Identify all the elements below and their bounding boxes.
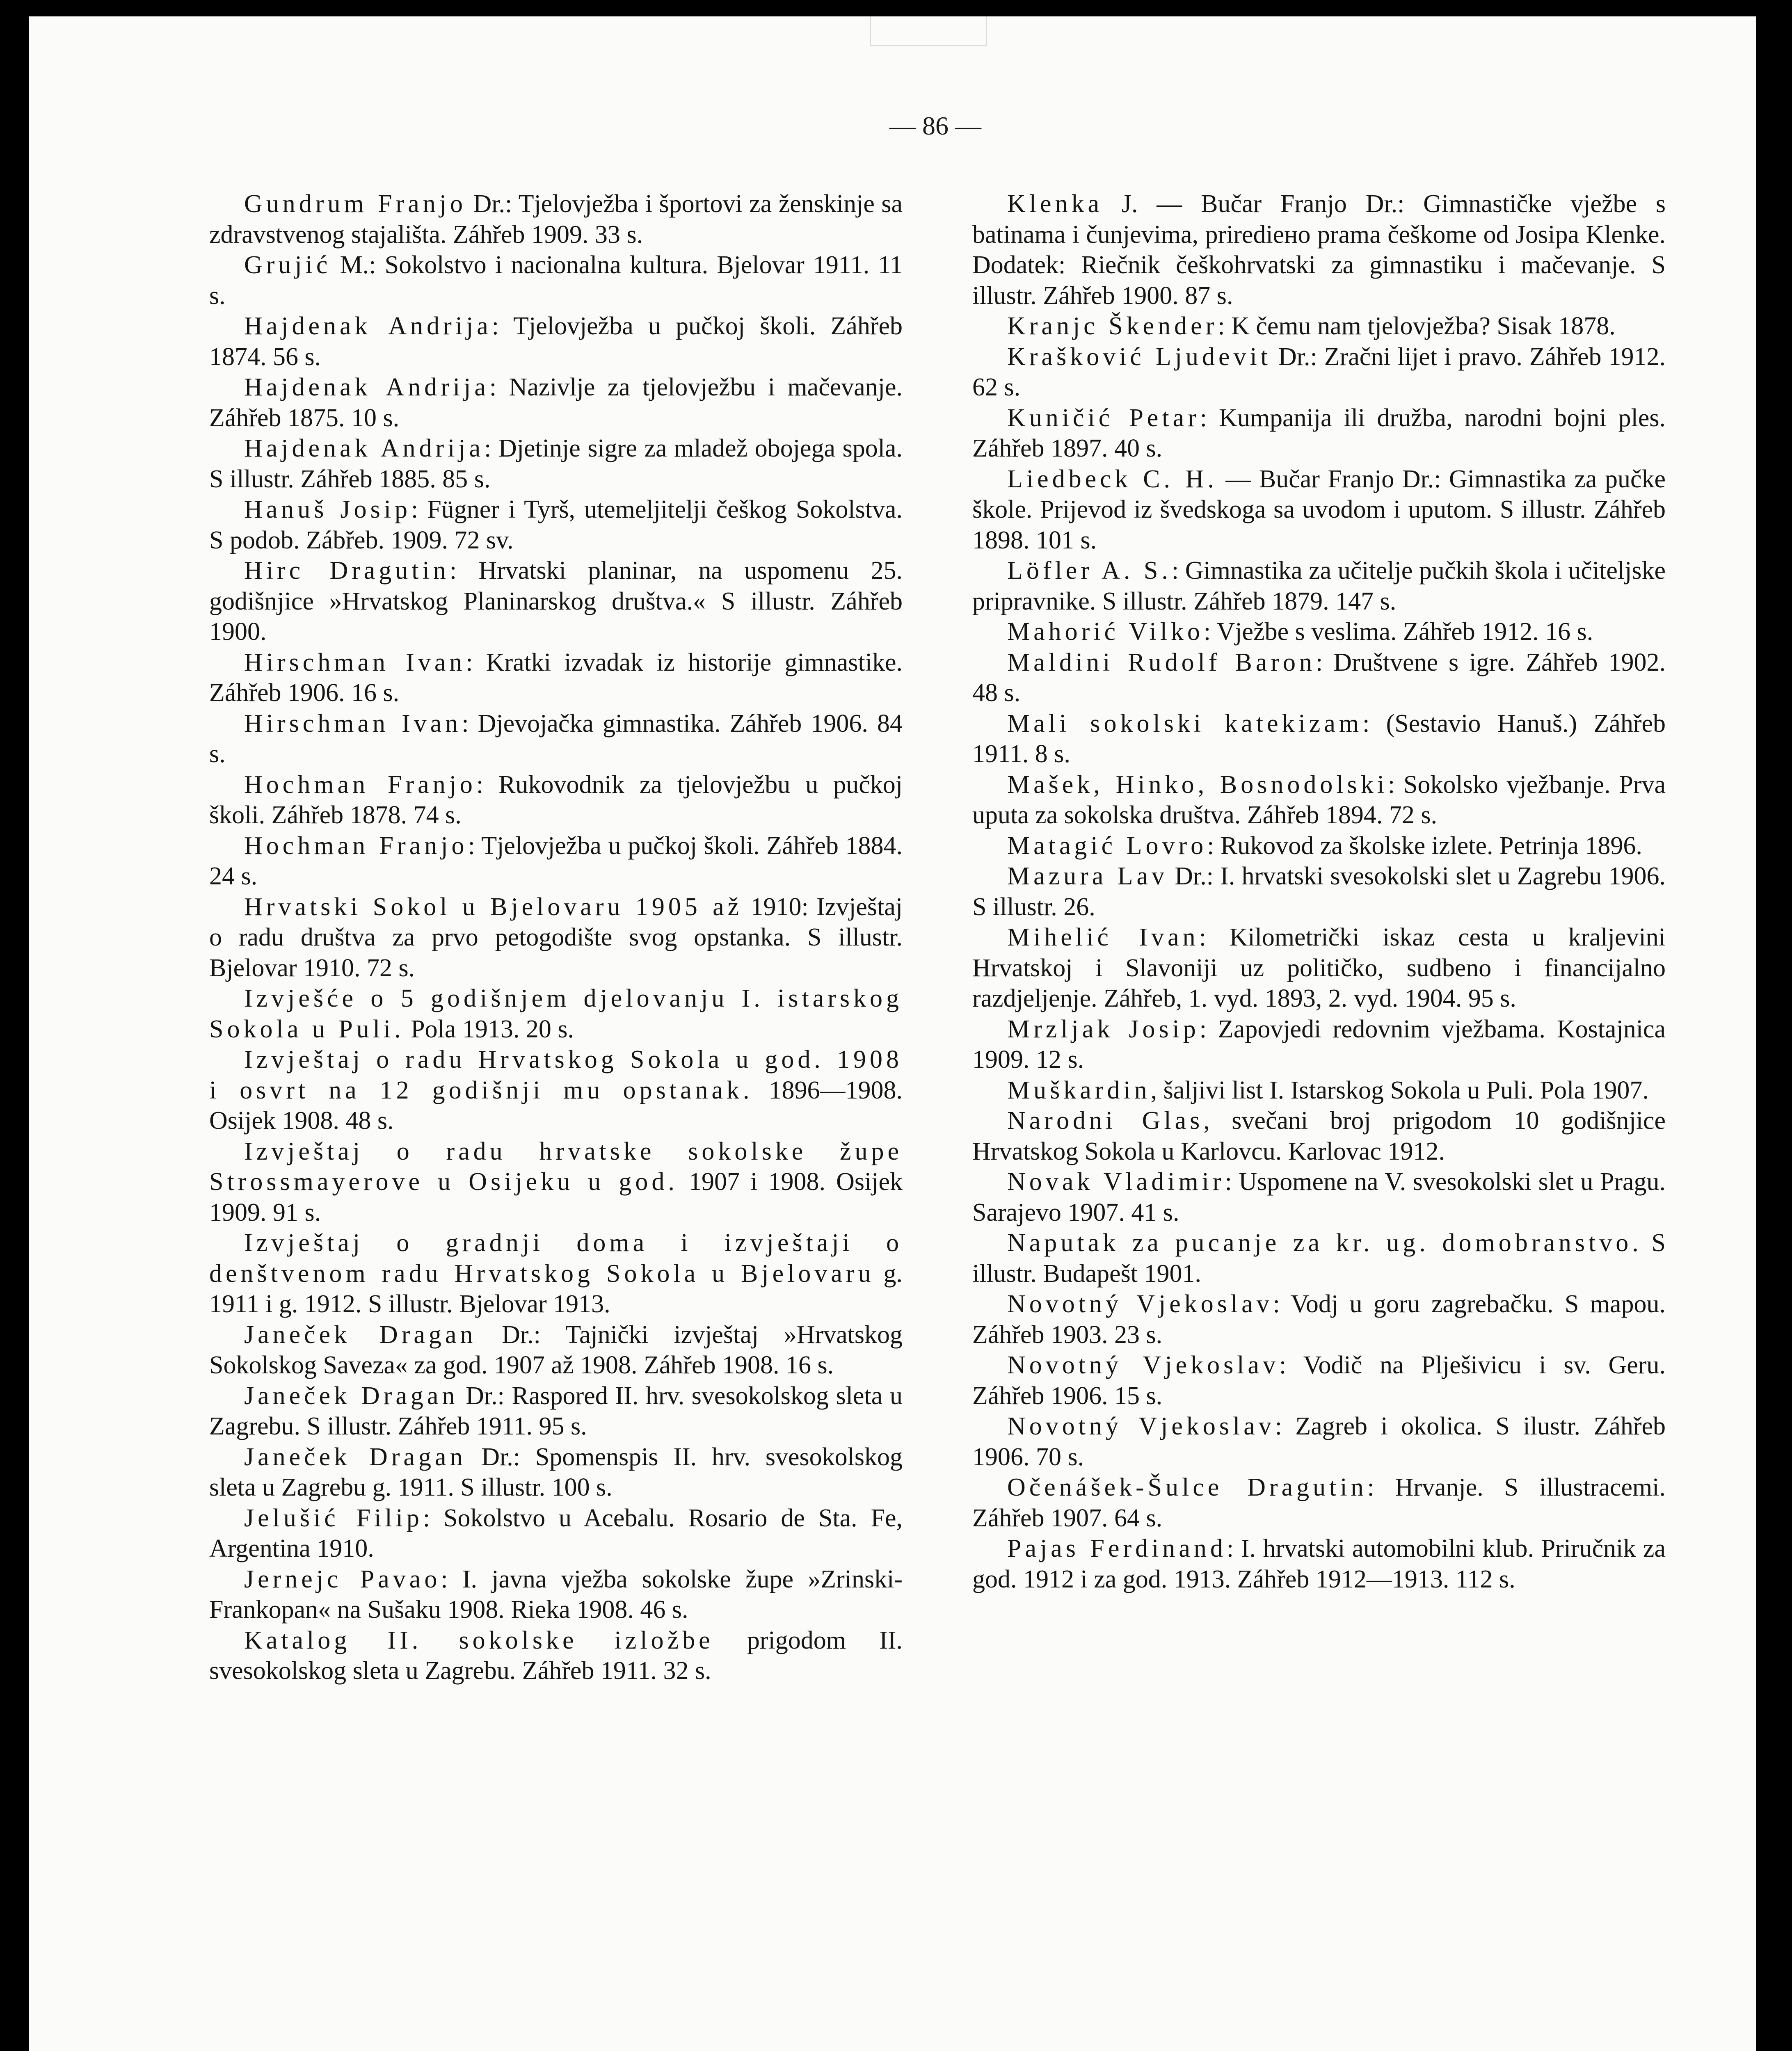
entry-author: Naputak za pucanje za kr. ug. domobranstvo. (1007, 1229, 1642, 1257)
entry-author: Mazura Lav (1007, 862, 1168, 890)
entry-text: : Kratki izvadak iz historije gimnastike. Záhřeb 1906. 16 s. (209, 648, 903, 707)
entry-author: Hirc Dragutin (244, 557, 450, 585)
entry-text: , svečani broj prigodom 10 godišnjice Hrvatskog Sokola u Karlovcu. Karlovac 1912. (972, 1107, 1666, 1165)
bibliography-entry (972, 1167, 1666, 1228)
bibliography-entry (972, 1014, 1666, 1075)
right-column (972, 189, 1666, 1594)
bibliography-entry (209, 1136, 903, 1228)
bibliography-entry (972, 1472, 1666, 1533)
entry-author: Hajdenak Andrija (244, 312, 492, 340)
entry-text: : I. hrvatski automobilni klub. Priručnik za god. 1912 i za god. 1913. Záhřeb 1912—1913. 112 s. (972, 1535, 1666, 1593)
entry-text: M.: Sokolstvo i nacionalna kultura. Bjelovar 1911. 11 s. (209, 251, 903, 310)
entry-text: Dr.: I. hrvatski svesokolski slet u Zagrebu 1906. S illustr. 26. (972, 862, 1666, 921)
bibliography-entry (209, 1044, 903, 1136)
entry-text: : Hrvatski planinar, na uspomenu 25. godišnjice »Hrvatskog Planinarskog društva.« S illustr. Záhřeb 1900. (209, 557, 903, 646)
entry-author: Novotný Vjekoslav (1007, 1290, 1273, 1318)
entry-text: — Bučar Franjo Dr.: Gimnastika za pučke škole. Prijevod iz švedskoga sa uvodom i uputom. S illustr. Záhřeb 1898. 101 s. (972, 465, 1666, 554)
entry-author: Liedbeck C. H. (1007, 465, 1218, 493)
bibliography-entry (209, 1503, 903, 1564)
page-number: — 86 — (889, 111, 981, 140)
bibliography-entry (972, 1105, 1666, 1167)
entry-text: 1907 i 1908. Osijek 1909. 91 s. (209, 1168, 903, 1226)
bibliography-entry (209, 189, 903, 250)
bibliography-entry (972, 922, 1666, 1014)
entry-author: Mrzljak Josip (1007, 1015, 1200, 1043)
entry-text: : K čemu nam tjelovježba? Sisak 1878. (1218, 312, 1616, 340)
bibliography-entry (972, 708, 1666, 770)
entry-text: : Sokolsko vježbanje. Prva uputa za sokolska društva. Záhřeb 1894. 72 s. (972, 770, 1666, 829)
entry-text: Pola 1913. 20 s. (404, 1015, 574, 1043)
bibliography-entry (209, 250, 903, 311)
bibliography-entry (972, 189, 1666, 311)
bibliography-entry (209, 983, 903, 1044)
entry-text: : I. javna vježba sokolske župe »Zrinski-Frankopan« na Sušaku 1908. Rieka 1908. 46 s. (209, 1565, 903, 1624)
entry-author: Muškardin (1007, 1076, 1151, 1104)
entry-text: 1910: Izvještaj o radu društva za prvo petogodište svog opstanka. S illustr. Bjelovar 1910. 72 s. (209, 893, 903, 982)
bibliography-entry (209, 555, 903, 647)
entry-author: Krašković Ljudevit (1007, 343, 1271, 371)
entry-author: Hirschman Ivan (244, 709, 462, 738)
bibliography-entry (972, 342, 1666, 403)
bibliography-entry (209, 892, 903, 984)
entry-author: Janeček Dragan (244, 1320, 477, 1349)
entry-author: Grujić (244, 251, 331, 279)
left-column (209, 189, 903, 1686)
entry-author: Izvještaj o radu hrvatske sokolske župe Strossmayerove u Osijeku u god. (209, 1137, 903, 1196)
entry-text: : Hrvanje. S illustracemi. Záhřeb 1907. 64 s. (972, 1473, 1666, 1532)
entry-text: g. 1911 i g. 1912. S illustr. Bjelovar 1913. (209, 1259, 903, 1318)
bibliography-entry (209, 494, 903, 555)
entry-author: Janeček Dragan (244, 1443, 466, 1471)
bibliography-entry (972, 617, 1666, 647)
bibliography-entry (972, 1289, 1666, 1350)
bibliography-entry (209, 1320, 903, 1381)
entry-author: Hanuš Josip (244, 496, 411, 523)
entry-text: : Kilometrički iskaz cesta u kraljevini Hrvatskoj i Slavoniji uz političko, sudbeno i financijalno razdjeljenje. Záhřeb, 1. vyd. 1893, 2. vyd. 1904. 95 s. (972, 923, 1666, 1012)
bibliography-entry (209, 311, 903, 372)
entry-text: J. — Bučar Franjo Dr.: Gimnastičke vježbe s batinama i čunjevima, prirediено prama češkome od Josipa Klenke. Dodatek: Riečnik češkohrvatski za gimnastiku i mačevanje. S illustr. Záhřeb 1900. 87 s. (972, 190, 1666, 310)
entry-author: Novotný Vjekoslav (1007, 1412, 1275, 1440)
entry-text: : Rukovod za školske izlete. Petrinja 1896. (1207, 831, 1642, 860)
entry-text: : Zapovjedi redovnim vježbama. Kostajnica 1909. 12 s. (972, 1015, 1666, 1073)
entry-author: Janeček Dragan (244, 1382, 459, 1410)
entry-author: Kuničić Petar (1007, 404, 1200, 432)
entry-text: : Zagreb i okolica. S ilustr. Záhřeb 1906. 70 s. (972, 1412, 1666, 1471)
bibliography-entry (972, 831, 1666, 861)
entry-text: : Djevojačka gimnastika. Záhřeb 1906. 84 s. (209, 709, 903, 768)
page-edge-mark (870, 16, 987, 46)
entry-text: S illustr. Budapešt 1901. (972, 1229, 1666, 1288)
entry-author: Hajdenak Andrija (244, 434, 485, 462)
entry-author: Mali sokolski katekizam (1007, 709, 1363, 738)
entry-text: : Fügner i Tyrš, utemeljitelji češkog Sokolstva. S podob. Zábřeb. 1909. 72 sv. (209, 496, 903, 554)
bibliography-entry (209, 433, 903, 494)
bibliography-entry (972, 770, 1666, 831)
bibliography-entry (972, 1533, 1666, 1594)
book-page (29, 16, 1756, 2051)
entry-author: Očenášek-Šulce Dragutin (1007, 1473, 1367, 1501)
entry-text: : (Sestavio Hanuš.) Záhřeb 1911. 8 s. (972, 709, 1666, 768)
bibliography-entry (209, 1625, 903, 1686)
entry-text: Dr.: Spomenspis II. hrv. svesokolskog sleta u Zagrebu g. 1911. S illustr. 100 s. (209, 1443, 903, 1501)
bibliography-entry (209, 1381, 903, 1442)
entry-text: Dr.: Raspored II. hrv. svesokolskog sleta u Zagrebu. S illustr. Záhřeb 1911. 95 s. (209, 1382, 903, 1440)
entry-author: Jernejc Pavao (244, 1565, 441, 1593)
bibliography-entry (972, 555, 1666, 617)
entry-text: : Djetinje sigre za mladež obojega spola. S illustr. Záhřeb 1885. 85 s. (209, 434, 903, 493)
bibliography-entry (209, 831, 903, 892)
entry-text: : Nazivlje za tjelovježbu i mačevanje. Záhřeb 1875. 10 s. (209, 373, 903, 432)
entry-text: : Tjelovježba u pučkoj školi. Záhřeb 1884. 24 s. (209, 831, 903, 890)
entry-author: Izvješće o 5 godišnjem djelovanju I. istarskog Sokola u Puli. (209, 984, 903, 1043)
entry-author: Klenka (1007, 190, 1103, 218)
entry-author: Hrvatski Sokol u Bjelovaru 1905 až (244, 893, 743, 921)
entry-text: : Vodič na Plješivicu i sv. Geru. Záhřeb 1906. 15 s. (972, 1351, 1666, 1410)
bibliography-entry (972, 403, 1666, 464)
bibliography-entry (209, 708, 903, 770)
entry-author: Hajdenak Andrija (244, 373, 489, 401)
entry-author: Matagić Lovro (1007, 831, 1207, 860)
bibliography-entry (972, 464, 1666, 556)
bibliography-entry (209, 1564, 903, 1625)
entry-text: : Rukovodnik za tjelovježbu u pučkoj školi. Záhřeb 1878. 74 s. (209, 770, 903, 829)
entry-text: 1896—1908. Osijek 1908. 48 s. (209, 1076, 903, 1135)
entry-author: Jelušić Filip (244, 1504, 423, 1532)
bibliography-entry (972, 1411, 1666, 1472)
entry-text: prigodom II. svesokolskog sleta u Zagrebu. Záhřeb 1911. 32 s. (209, 1626, 903, 1685)
bibliography-entry (209, 372, 903, 433)
entry-author: Mihelić Ivan (1007, 923, 1199, 951)
bibliography-entry (209, 1442, 903, 1503)
entry-text: : Gimnastika za učitelje pučkih škola i učiteljske pripravnike. S illustr. Záhřeb 1879. 147 s. (972, 557, 1666, 615)
entry-author: Löfler A. S. (1007, 557, 1172, 585)
entry-text: : Vježbe s veslima. Záhřeb 1912. 16 s. (1203, 618, 1593, 646)
entry-author: Kranjc Škender (1007, 312, 1218, 340)
entry-text: , šaljivi list I. Istarskog Sokola u Puli. Pola 1907. (1150, 1076, 1649, 1104)
entry-text: Dr.: Tajnički izvještaj »Hrvatskog Sokolskog Saveza« za god. 1907 až 1908. Záhřeb 1908. 16 s. (209, 1320, 903, 1379)
entry-text: : Društvene s igre. Záhřeb 1902. 48 s. (972, 648, 1666, 707)
entry-author: Pajas Ferdinand (1007, 1535, 1227, 1562)
entry-text: : Vodj u goru zagrebačku. S mapou. Záhřeb 1903. 23 s. (972, 1290, 1666, 1349)
bibliography-entry (972, 861, 1666, 922)
entry-author: Mahorić Vilko (1007, 618, 1204, 646)
entry-text: Dr.: Tjelovježba i športovi za ženskinje sa zdravstvenog stajališta. Záhřeb 1909. 33 s. (209, 190, 903, 249)
entry-text: : Uspomene na V. svesokolski slet u Pragu. Sarajevo 1907. 41 s. (972, 1168, 1666, 1226)
entry-author: Izvještaj o gradnji doma i izvještaji o denštvenom radu Hrvatskog Sokola u Bjelovaru (209, 1229, 903, 1288)
entry-author: Gundrum Franjo (244, 190, 467, 218)
entry-author: Mašek, Hinko, Bosnodolski (1007, 770, 1388, 799)
entry-author: Maldini Rudolf Baron (1007, 648, 1316, 676)
entry-author: Novotný Vjekoslav (1007, 1351, 1279, 1379)
bibliography-entry (972, 647, 1666, 708)
entry-author: Narodni Glas (1007, 1107, 1204, 1135)
bibliography-entry (209, 770, 903, 831)
entry-text: Dr.: Zračni lijet i pravo. Záhřeb 1912. 62 s. (972, 343, 1666, 401)
entry-author: Hochman Franjo (244, 770, 476, 799)
entry-text: : Sokolstvo u Acebalu. Rosario de Sta. Fe, Argentina 1910. (209, 1504, 903, 1562)
entry-author: Katalog II. sokolske izložbe (244, 1626, 714, 1654)
entry-text: : Kumpanija ili družba, narodni bojni ples. Záhřeb 1897. 40 s. (972, 404, 1666, 462)
bibliography-entry (209, 647, 903, 708)
entry-author: Hochman Franjo (244, 831, 468, 860)
entry-author: Izvještaj o radu Hrvatskog Sokola u god. 1908 i osvrt na 12 godišnji mu opstanak. (209, 1046, 903, 1104)
bibliography-entry (972, 1350, 1666, 1411)
bibliography-entry (972, 1075, 1666, 1106)
entry-author: Novak Vladimir (1007, 1168, 1225, 1196)
entry-text: : Tjelovježba u pučkoj školi. Záhřeb 1874. 56 s. (209, 312, 903, 371)
bibliography-entry (972, 311, 1666, 342)
bibliography-entry (972, 1228, 1666, 1289)
entry-author: Hirschman Ivan (244, 648, 466, 676)
bibliography-entry (209, 1228, 903, 1320)
